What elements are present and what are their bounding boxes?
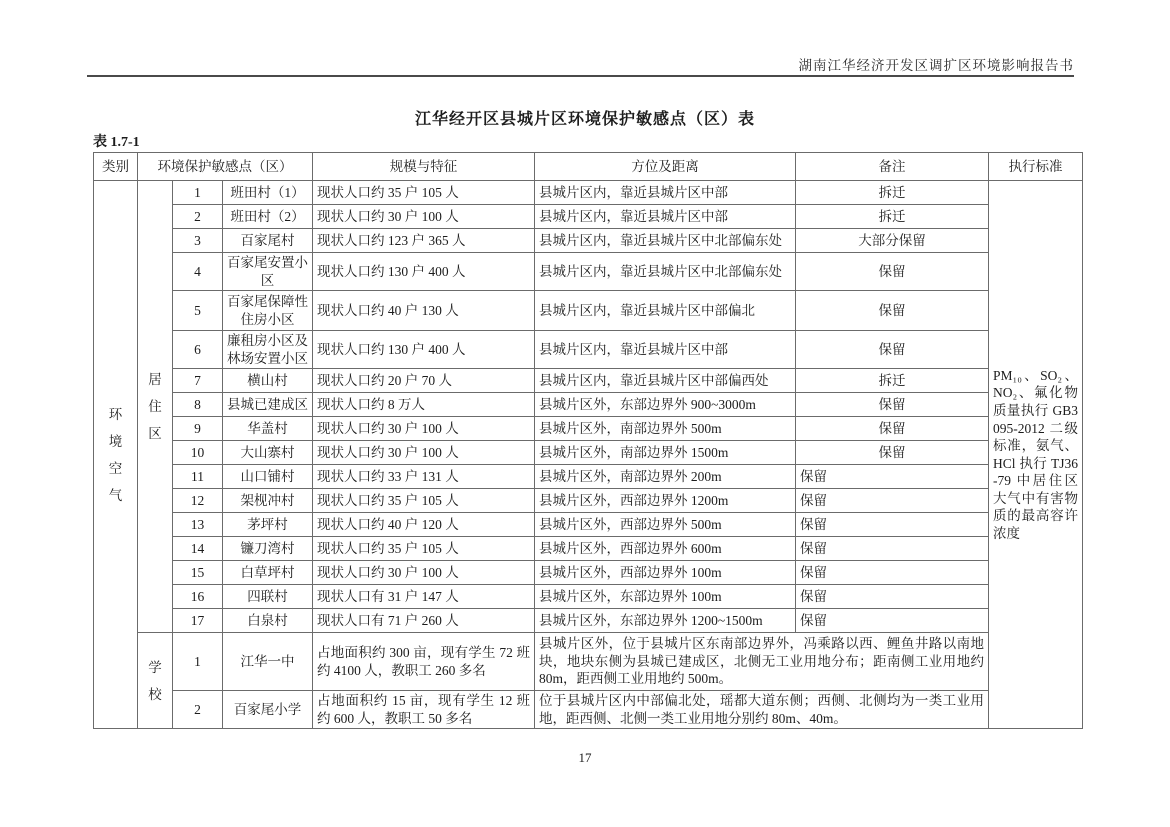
- group-cell: [138, 181, 173, 633]
- group-cell: [138, 633, 173, 729]
- location-cell: 县城片区外，东部边界外 100m: [535, 585, 796, 609]
- name-cell: 白泉村: [223, 609, 313, 633]
- remark-cell: 保留: [796, 561, 989, 585]
- col-header-standard: 执行标准: [989, 153, 1083, 181]
- row-number-cell: 2: [173, 205, 223, 229]
- remark-cell: 保留: [796, 331, 989, 369]
- name-cell: 架枧冲村: [223, 489, 313, 513]
- scale-cell: 占地面积约 15 亩，现有学生 12 班约 600 人，教职工 50 多名: [313, 691, 535, 729]
- row-number-cell: 2: [173, 691, 223, 729]
- scale-cell: 占地面积约 300 亩，现有学生 72 班约 4100 人，教职工 260 多名: [313, 633, 535, 691]
- location-cell: 县城片区外，南部边界外 500m: [535, 417, 796, 441]
- location-cell: 县城片区内，靠近县城片区中北部偏东处: [535, 253, 796, 291]
- table-row: [94, 633, 1083, 691]
- location-cell: 县城片区外，东部边界外 1200~1500m: [535, 609, 796, 633]
- name-cell: 班田村（2）: [223, 205, 313, 229]
- table-row: [94, 417, 1083, 441]
- remark-cell: 保留: [796, 253, 989, 291]
- scale-cell: 现状人口约 33 户 131 人: [313, 465, 535, 489]
- remark-cell: 保留: [796, 465, 989, 489]
- name-cell: 百家尾保障性住房小区: [223, 291, 313, 331]
- category-cell-label: 环境空气: [108, 406, 123, 503]
- location-cell: 县城片区外，东部边界外 900~3000m: [535, 393, 796, 417]
- row-number-cell: 11: [173, 465, 223, 489]
- scale-cell: 现状人口约 30 户 100 人: [313, 417, 535, 441]
- col-header-scale: 规模与特征: [313, 153, 535, 181]
- row-number-cell: 13: [173, 513, 223, 537]
- scale-cell: 现状人口有 31 户 147 人: [313, 585, 535, 609]
- row-number-cell: 15: [173, 561, 223, 585]
- location-cell: 县城片区外，南部边界外 1500m: [535, 441, 796, 465]
- location-cell: 县城片区外，南部边界外 200m: [535, 465, 796, 489]
- location-cell: 县城片区外，西部边界外 100m: [535, 561, 796, 585]
- row-number-cell: 10: [173, 441, 223, 465]
- name-cell: 山口铺村: [223, 465, 313, 489]
- scale-cell: 现状人口约 40 户 130 人: [313, 291, 535, 331]
- remark-cell: 大部分保留: [796, 229, 989, 253]
- name-cell: 茅坪村: [223, 513, 313, 537]
- group-cell-label: 学校: [148, 659, 162, 702]
- remark-cell: 保留: [796, 417, 989, 441]
- page-number: 17: [578, 750, 592, 765]
- scale-cell: 现状人口约 35 户 105 人: [313, 489, 535, 513]
- category-cell: [94, 181, 138, 729]
- scale-cell: 现状人口约 40 户 120 人: [313, 513, 535, 537]
- table-row: [94, 393, 1083, 417]
- table-row: [94, 609, 1083, 633]
- table-row: [94, 253, 1083, 291]
- name-cell: 百家尾村: [223, 229, 313, 253]
- scale-cell: 现状人口约 20 户 70 人: [313, 369, 535, 393]
- scale-cell: 现状人口约 30 户 100 人: [313, 561, 535, 585]
- col-header-category: 类别: [94, 153, 138, 181]
- col-header-location: 方位及距离: [535, 153, 796, 181]
- location-cell: 县城片区内，靠近县城片区中部: [535, 331, 796, 369]
- name-cell: 县城已建成区: [223, 393, 313, 417]
- remark-cell: 保留: [796, 609, 989, 633]
- table-row: [94, 585, 1083, 609]
- scale-cell: 现状人口约 8 万人: [313, 393, 535, 417]
- name-cell: 四联村: [223, 585, 313, 609]
- name-cell: 白草坪村: [223, 561, 313, 585]
- name-cell: 镰刀湾村: [223, 537, 313, 561]
- row-number-cell: 3: [173, 229, 223, 253]
- col-header-remark: 备注: [796, 153, 989, 181]
- scale-cell: 现状人口约 30 户 100 人: [313, 441, 535, 465]
- location-cell: 县城片区内，靠近县城片区中部: [535, 181, 796, 205]
- sensitive-points-table: [93, 152, 1083, 729]
- remark-cell: 保留: [796, 537, 989, 561]
- remark-cell: 保留: [796, 441, 989, 465]
- table-row: [94, 229, 1083, 253]
- table-row: [94, 291, 1083, 331]
- remark-cell: 保留: [796, 291, 989, 331]
- location-cell: 县城片区内，靠近县城片区中部: [535, 205, 796, 229]
- table-label: 表 1.7-1: [93, 135, 140, 150]
- remark-cell: 拆迁: [796, 205, 989, 229]
- remark-cell: 保留: [796, 489, 989, 513]
- scale-cell: 现状人口有 71 户 260 人: [313, 609, 535, 633]
- row-number-cell: 1: [173, 633, 223, 691]
- location-cell: 县城片区内，靠近县城片区中部偏北: [535, 291, 796, 331]
- scale-cell: 现状人口约 35 户 105 人: [313, 181, 535, 205]
- location-cell: 县城片区外，西部边界外 500m: [535, 513, 796, 537]
- col-header-sensitive-point: 环境保护敏感点（区）: [138, 153, 313, 181]
- row-number-cell: 17: [173, 609, 223, 633]
- row-number-cell: 4: [173, 253, 223, 291]
- table-row: [94, 205, 1083, 229]
- table-row: [94, 691, 1083, 729]
- name-cell: 大山寨村: [223, 441, 313, 465]
- group-cell-label: 居住区: [148, 372, 162, 442]
- table-row: [94, 441, 1083, 465]
- row-number-cell: 1: [173, 181, 223, 205]
- table-row: [94, 513, 1083, 537]
- name-cell: 江华一中: [223, 633, 313, 691]
- scale-cell: 现状人口约 130 户 400 人: [313, 253, 535, 291]
- table-row: [94, 331, 1083, 369]
- remark-cell: 保留: [796, 585, 989, 609]
- row-number-cell: 6: [173, 331, 223, 369]
- row-number-cell: 7: [173, 369, 223, 393]
- table-header-row: [94, 153, 1083, 181]
- scale-cell: 现状人口约 35 户 105 人: [313, 537, 535, 561]
- remark-cell: 拆迁: [796, 181, 989, 205]
- table-row: [94, 561, 1083, 585]
- table-title: 江华经开区县城片区环境保护敏感点（区）表: [414, 111, 755, 128]
- remark-cell: 保留: [796, 393, 989, 417]
- header-rule: [87, 75, 1074, 77]
- standard-cell: PM₁₀、SO₂、NO₂、氟化物质量执行 GB3095-2012 二级标准，氨气、HCl 执行 TJ36-79 中居住区大气中有害物质的最高容许浓度: [989, 181, 1083, 729]
- location-cell: 县城片区外，西部边界外 1200m: [535, 489, 796, 513]
- location-cell: 县城片区内，靠近县城片区中部偏西处: [535, 369, 796, 393]
- sensitive-points-table-body: [94, 181, 1083, 729]
- table-row: [94, 465, 1083, 489]
- table-row: [94, 537, 1083, 561]
- row-number-cell: 5: [173, 291, 223, 331]
- name-cell: 班田村（1）: [223, 181, 313, 205]
- location-cell: 位于县城片区内中部偏北处，瑶都大道东侧；西侧、北侧均为一类工业用地，距西侧、北侧一类工业用地分别约 80m、40m。: [535, 691, 989, 729]
- name-cell: 百家尾小学: [223, 691, 313, 729]
- name-cell: 华盖村: [223, 417, 313, 441]
- row-number-cell: 16: [173, 585, 223, 609]
- document-header-text: 湖南江华经济开发区调扩区环境影响报告书: [798, 58, 1074, 73]
- location-cell: 县城片区外，西部边界外 600m: [535, 537, 796, 561]
- remark-cell: 保留: [796, 513, 989, 537]
- name-cell: 廉租房小区及林场安置小区: [223, 331, 313, 369]
- scale-cell: 现状人口约 123 户 365 人: [313, 229, 535, 253]
- table-row: [94, 489, 1083, 513]
- table-row: [94, 181, 1083, 205]
- scale-cell: 现状人口约 30 户 100 人: [313, 205, 535, 229]
- scale-cell: 现状人口约 130 户 400 人: [313, 331, 535, 369]
- row-number-cell: 14: [173, 537, 223, 561]
- table-row: [94, 369, 1083, 393]
- name-cell: 百家尾安置小区: [223, 253, 313, 291]
- name-cell: 横山村: [223, 369, 313, 393]
- row-number-cell: 8: [173, 393, 223, 417]
- location-cell: 县城片区内，靠近县城片区中北部偏东处: [535, 229, 796, 253]
- row-number-cell: 12: [173, 489, 223, 513]
- location-cell: 县城片区外，位于县城片区东南部边界外，冯乘路以西、鲤鱼井路以南地块，地块东侧为县城已建成区，北侧无工业用地分布；距南侧工业用地约 80m，距西侧工业用地约 500m。: [535, 633, 989, 691]
- remark-cell: 拆迁: [796, 369, 989, 393]
- row-number-cell: 9: [173, 417, 223, 441]
